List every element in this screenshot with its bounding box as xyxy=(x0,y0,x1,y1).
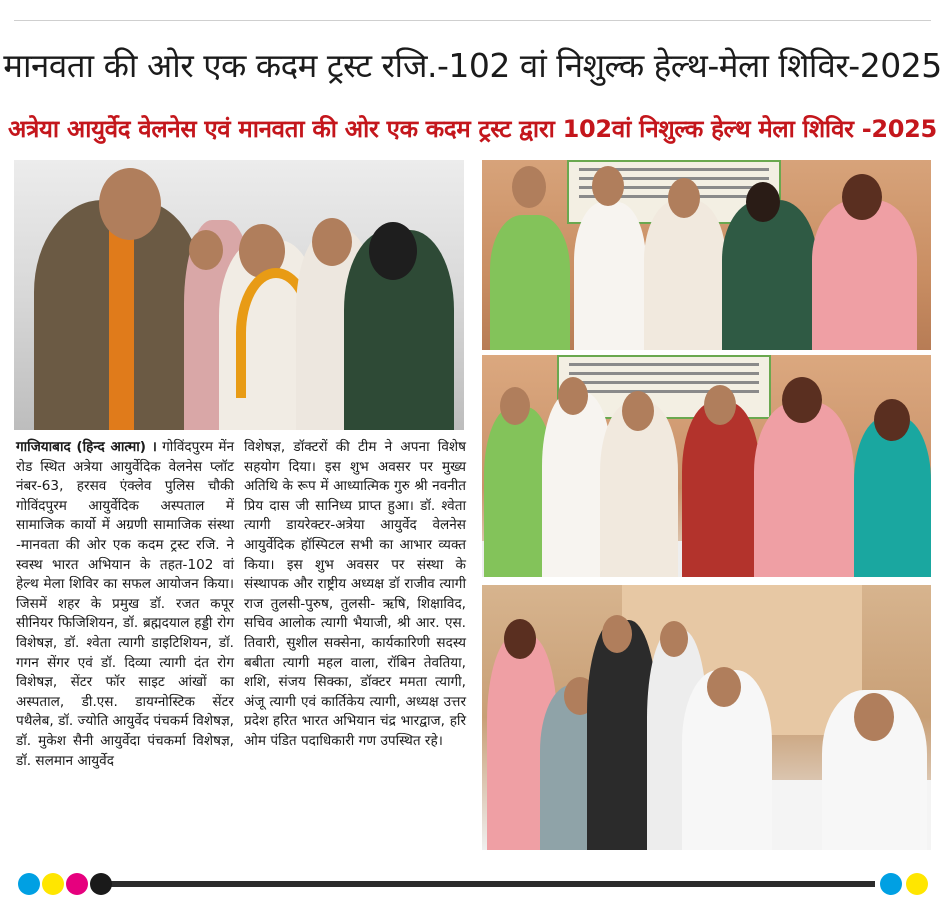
photo-certificate-presentation xyxy=(482,160,931,350)
article-body-part-1: गोविंदपुरम मेंन रोड स्थित अत्रेया आयुर्वेदिक वेलनेस प्लॉट नंबर-63, हरसव एंक्लेव पुलिस चौकी गोविंदपुरम आयुर्वेदिक अस्पताल में सामाजिक कार्यो में अग्रणी सामाजिक संस्था -मानवता की ओर एक कदम ट्रस्ट रजि. ने स्वस्थ भारत अभियान के तहत-102 वां हेल्थ मेला शिविर का सफल आयोजन किया। जिसमें शहर के प्रमुख डॉ. रजत कपूर सीनियर फिजिशियन, डॉ. ब्रह्मदयाल हड्डी रोग विशेषज्ञ, डॉ. श्वेता त्यागी डाइटिशियन, डॉ. गगन सेंगर एवं डॉ. दिव्या त्यागी दंत रोग विशेषज्ञ, सेंटर फॉर साइट आंखों का अस्पताल, डी.एस. डायग्नोस्टिक सेंटर पथैलेब, डॉ. ज्योति आयुर्वेद पंचकर्म विशेषज्ञ, डॉ. मुकेश सैनी आयुर्वेदा पंचकर्मा विशेषज्ञ, डॉ. सलमान आयुर्वेद xyxy=(16,439,234,769)
bottom-divider xyxy=(100,881,875,887)
registration-dot-cyan-left xyxy=(18,873,40,895)
photo-honoring-guest xyxy=(482,355,931,577)
photo-health-camp-doctors xyxy=(482,585,931,850)
registration-dot-yellow-right xyxy=(906,873,928,895)
article-column-2 xyxy=(244,438,466,752)
subheadline: अत्रेया आयुर्वेद वेलनेस एवं मानवता की ओर एक कदम ट्रस्ट द्वारा 102वां निशुल्क हेल्थ मेला शिविर -2025 xyxy=(8,115,937,143)
article-body-part-2: विशेषज्ञ, डॉक्टरों की टीम ने अपना विशेष सहयोग दिया। इस शुभ अवसर पर मुख्य अतिथि के रूप में आध्यात्मिक गुरु श्री नवनीत प्रिय दास जी सानिध्य प्राप्त हुआ। डॉ. श्वेता त्यागी डायरेक्टर-अत्रेया आयुर्वेद वेलनेस आयुर्वेदिक हॉस्पिटल सभी का आभार व्यक्त किया। इस शुभ अवसर पर संस्था के संस्थापक और राष्ट्रीय अध्यक्ष डॉ राजीव त्यागी राज तुलसी-पुरुष, तुलसी- ऋषि, शिक्षाविद, सचिव आलोक त्यागी भैयाजी, श्री आर. एस. तिवारी, सुशील सक्सेना, कार्यकारिणी सदस्य बबीता त्यागी महल वाला, रॉबिन तेवतिया, शशि, संजय सिक्का, डॉक्टर ममता त्यागी, अंजू त्यागी एवं कार्तिकेय त्यागी, अध्यक्ष उत्तर प्रदेश हरित भारत अभियान चंद्र भारद्वाज, हरि ओम पंडित पदाधिकारी गण उपस्थित रहे। xyxy=(244,439,466,749)
registration-dot-yellow-left xyxy=(42,873,64,895)
registration-dot-cyan-right xyxy=(880,873,902,895)
photo-guests-welcome xyxy=(14,160,464,430)
headline: मानवता की ओर एक कदम ट्रस्ट रजि.-102 वां निशुल्क हेल्थ-मेला शिविर-2025 xyxy=(3,46,942,85)
dateline: गाजियाबाद (हिन्द आत्मा) । xyxy=(16,439,157,455)
top-divider xyxy=(14,20,931,21)
article-column-1 xyxy=(16,438,234,771)
registration-dot-black-left xyxy=(90,873,112,895)
registration-dot-magenta-left xyxy=(66,873,88,895)
